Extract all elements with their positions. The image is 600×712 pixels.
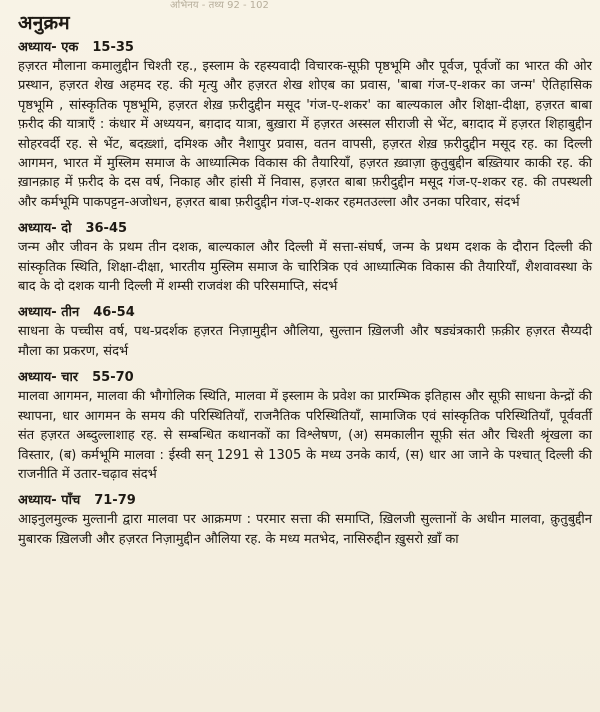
chapter-label: अध्याय- एक — [18, 40, 79, 55]
bleed-through-text: अभिनय - तथ्य 92 - 102 — [170, 0, 269, 11]
chapter-label: अध्याय- चार — [18, 370, 79, 386]
chapter-5 — [18, 491, 592, 555]
chapter-summary: साधना के पच्चीस वर्ष, पथ-प्रदर्शक हज़रत निज़ामुद्दीन औलिया, सुल्तान ख़िलजी और षड्यंत्रकारी फ़क़ीर हज़रत सैय्यदी मौला का प्रकरण, संदर्भ — [18, 324, 592, 359]
chapter-summary: मालवा आगमन, मालवा की भौगोलिक स्थिति, मालवा में इस्लाम के प्रवेश का प्रारम्भिक इतिहास और सूफ़ी साधना केन्द्रों की स्थापना, धार आगमन के समय की परिस्थितियाँ, राजनैतिक परिस्थितियाँ, सामाजिक एवं सांस्कृतिक परिस्थितियाँ, पूर्ववर्ती संत हज़रत अब्दुल्लाशाह रह. से सम्बन्धित कथानकों का विश्लेषण, (अ) समकालीन सूफ़ी संत और चिश्ती श्रृंखला का विस्तार, (ब) कर्मभूमि मालवा : ईस्वी सन् 1291 से 1305 के मध्य उनके कार्य, (स) धार आ जाने के पश्चात् दिल्ली की राजनीति में उतार-चढ़ाव संदर्भ — [18, 389, 592, 482]
chapter-pages: 55-70 — [92, 370, 134, 386]
chapter-label: अध्याय- पाँच — [18, 493, 81, 509]
chapter-summary: हज़रत मौलाना कमालुद्दीन चिश्ती रह., इस्लाम के रहस्यवादी विचारक-सूफ़ी पृष्ठभूमि और पूर्वज, पूर्वजों का भारत की ओर प्रस्थान, हज़रत शेख अहमद रह. की मृत्यु और हज़रत शेख शोएब का प्रवास, 'बाबा गंज-ए-शकर का जन्म' ऐतिहासिक पृष्ठभूमि , सांस्कृतिक पृष्ठभूमि, हज़रत शेख़ फ़रीदुद्दीन मसूद 'गंज-ए-शकर' का बाल्यकाल और शिक्षा-दीक्षा, हज़रत बाबा फ़रीद की यात्राएँ : कंधार में अध्ययन, बग़दाद यात्रा, बुख़ारा में हज़रत अस्सल सीराजी से भेंट, बग़दाद में हज़रत शिहाबुद्दीन सोहरवर्दी रह. से भेंट, बदख़्शां, दमिश्क और नैशापुर प्रवास, वतन वापसी, हज़रत शेख़ फ़रीदुद्दीन मसूद रह. का दिल्ली आगमन, भारत में मुस्लिम समाज के आध्यात्मिक विकास की तैयारियाँ, हज़रत ख़्वाज़ा क़ुतुबुद्दीन बख़्तियार काकी रह. की ख़ानक़ाह में फ़रीद के दस वर्ष, निकाह और हांसी में निवास, हज़रत बाबा फ़रीदुद्दीन मसूद गंज-ए-शकर रह. की तपस्थली और कर्मभूमि पाकपट्टन-अजोधन, हज़रत बाबा फ़रीदुद्दीन गंज-ए-शकर रहमतउल्ला और उनका परिवार, संदर्भ — [18, 59, 592, 210]
chapter-heading — [18, 219, 592, 238]
chapter-summary: जन्म और जीवन के प्रथम तीन दशक, बाल्यकाल और दिल्ली में सत्ता-संघर्ष, जन्म के प्रथम दशक के दौरान दिल्ली की सांस्कृतिक स्थिति, शिक्षा-दीक्षा, भारतीय मुस्लिम समाज के चारित्रिक एवं आध्यात्मिक विकास की तैयारियाँ, शैशवावस्था के बाद के दो दशक यानी दिल्ली में शम्सी राजवंश की परिसमाप्ति, संदर्भ — [18, 240, 592, 295]
chapter-2 — [18, 219, 592, 302]
chapter-1 — [18, 38, 592, 218]
chapter-heading — [18, 368, 592, 387]
chapter-heading — [18, 491, 592, 510]
chapter-label: अध्याय- दो — [18, 221, 72, 237]
chapter-pages: 71-79 — [94, 493, 136, 509]
chapter-summary: आइनुलमुल्क मुल्तानी द्वारा मालवा पर आक्रमण : परमार सत्ता की समाप्ति, ख़िलजी सुल्तानों के अधीन मालवा, क़ुतुबुद्दीन मुबारक ख़िलजी और हज़रत निज़ामुद्दीन औलिया रह. के मध्य मतभेद, नासिरुद्दीन ख़ुसरो ख़ाँ का — [18, 512, 592, 547]
chapter-heading — [18, 38, 592, 57]
chapter-4 — [18, 368, 592, 490]
contents-section — [18, 10, 592, 555]
chapter-heading — [18, 303, 592, 322]
chapter-pages: 36-45 — [85, 221, 128, 237]
page-title: अनुक्रम — [18, 12, 70, 34]
chapter-pages: 46-54 — [93, 305, 135, 321]
chapter-pages: 15-35 — [92, 40, 134, 55]
chapter-3 — [18, 303, 592, 367]
chapter-label: अध्याय- तीन — [18, 305, 80, 321]
